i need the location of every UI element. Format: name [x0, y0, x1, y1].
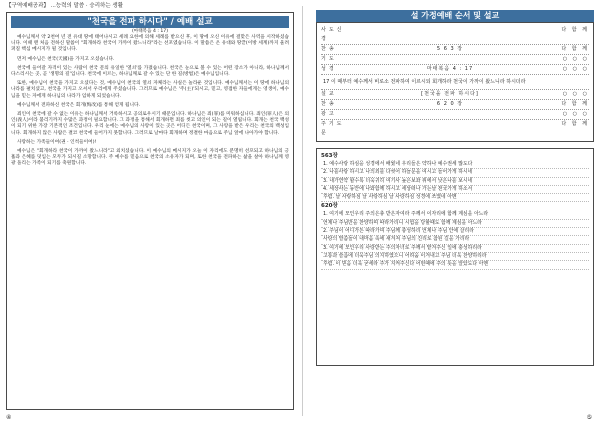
order-who: 다 함 께 — [561, 101, 589, 107]
hymn-verse: 3. 여기에 모인우리 사랑받는 주의자녀로 주께서 맡겨주신 일에 충성하리라 — [321, 245, 589, 253]
sermon-paragraph: 죄인이 천국에 갈 수 없는 이유는 하나님께서 거룩하시고 공의로우시기 때문입니다. 하나님은 죄(罪)를 미워하십니다. 죄인(罪人)은 의인(義人)이라 불리기까지 수많은 과정이 필요합니다. 그 과정을 통해서 회개하면 죄를 씻고 의인이 되는 길이 열립니다. 회개는 천국 백성이 되기 위한 가장 기본적인 조건입니다. 우리 눈에는 예수님의 사랑이 있는 곳은 어디든 천국이며, 그 사랑을 받은 우리는 천국의 백성입니다. 회개하지 않은 사람은 결코 천국에 들어가지 못합니다. 그러므로 날마다 회개하며 정결한 마음으로 주님 앞에 나아가야 합니다. — [11, 112, 289, 136]
order-row — [321, 55, 589, 65]
order-item: 광고 — [321, 111, 337, 117]
sermon-paragraph: 또한, 예수님이 천국을 가지고 오셨다는 것, 예수님이 천국의 열쇠 자체라는 사실은 놀라운 것입니다. 예수님께서는 이 땅에 하나님의 나라를 펼치셨고, 천국을 가지고 오셔서 우리에게 주셨습니다. 그러므로 예수님은 '주(主)'되시고, 믿고, 영접한 자들에게는 영생이, 예수님을 믿는 자에게 하나님의 나라가 임하게 되었습니다. — [11, 81, 291, 99]
scripture-verse: 17 이 때부터 예수께서 비로소 전파하여 이르시되 회개하라 천국이 가까이 왔느니라 하시더라 — [321, 75, 589, 90]
hymn-verse: 언제나 주님만을 찬양하며 따라가리니 시험을 당할때도 함께 계심을 아느라 — [321, 220, 589, 228]
worship-order-box — [316, 22, 594, 142]
order-item: 찬송 — [321, 101, 337, 107]
order-who: 다 함 께 — [561, 46, 589, 52]
hymn-verse: 4. 세상사는 동안에 나와함께 하시고 세상떠나 가는날 천국가게 하소서 — [321, 186, 589, 194]
order-row — [321, 110, 589, 120]
order-who: ○ ○ ○ — [562, 56, 589, 62]
page-number-left: ④ — [6, 414, 12, 421]
order-who: ○ ○ ○ — [562, 111, 589, 117]
hymn-verse: 사랑의 말씀들이 내마음 속에 새겨져 주님의 진리로 참된 길을 가리라 — [321, 236, 589, 244]
order-who: 다 함 께 — [561, 121, 589, 127]
hymn-verse: 2. 주님이 어디가든 따라가며 주님께 충성하리 언제나 주님 안에 살리라 — [321, 228, 589, 236]
order-content — [351, 110, 549, 119]
order-who: 다 함 께 — [561, 27, 589, 33]
order-content: 6 2 0 장 — [436, 101, 464, 107]
hymn-verse: 2. 나를사랑 하시고 나의죄를 다씻어 하늘문을 여시고 들어가게 하시네 — [321, 169, 589, 177]
order-row — [321, 120, 589, 138]
order-content: 마태복음 4 : 17 — [426, 66, 474, 72]
hymn-number: 620장 — [321, 203, 338, 210]
order-content — [351, 120, 549, 138]
order-item: 주기도문 — [321, 121, 345, 136]
page-divider — [302, 6, 303, 416]
order-item: 성경 — [321, 66, 337, 72]
hymn-verse: 후렴. 이 믿음 더욱 굳세라 주가 지켜주신다 어떤때에 주의 뜻을 알았도다 아멘 — [321, 261, 589, 269]
order-content: 5 6 3 장 — [436, 46, 464, 52]
order-who: ○ ○ ○ — [562, 66, 589, 72]
sermon-paragraph: 사랑하는 가족들이여(권 · 인척들이여)! — [17, 139, 97, 145]
sermon-box — [6, 12, 294, 410]
sermon-paragraph: 예수님은 "회개하라 천국이 가까이 왔느니라"고 외치셨습니다. 이 예수님의 메시지가 오늘 이 자리에도 분명히 선포되고 하나님의 긍휼과 은혜를 덧입는 모두가 되시길 소망합니다. 주 예수를 믿음으로 천국의 소유자가 되며, 또한 천국을 전파하는 삶을 살아 하나님께 영광 돌리는 가족이 되기를 축원합니다. — [11, 149, 289, 167]
hymn-verse: 1. 예수사랑 하심을 성경에서 배웠네 우리들은 약하나 예수권세 많도다 — [321, 161, 589, 169]
sermon-paragraph: 천국에 들어갈 자격이 있는 사람이 천국 문의 유일한 '열쇠'를 가졌습니다. 천국은 눈으로 볼 수 있는 어떤 장소가 아니라, 하나님께서 다스리시는 곳, 곧 '생명의 길'입니다. 천국에 이르는, 하나님께로 갈 수 있는 단 한 길(방법)은 예수님입니다. — [11, 65, 291, 78]
sermon-reference: (마태복음 4 : 17) — [131, 29, 169, 34]
order-who: ○ ○ ○ — [562, 91, 589, 97]
left-page-header: 【구역예배공과】 ...능력의 말씀 · 승리하는 생활 — [6, 3, 124, 9]
order-item: 찬송 — [321, 46, 337, 52]
order-content — [351, 26, 549, 44]
order-row — [321, 45, 589, 55]
sermon-paragraph: 예수님께서 약 2천여 년 전 유대 땅에 태어나시고 세례 요한에 의해 세례를 받으신 후, 이 땅에 오신 이유에 걸맞은 사역을 시작하셨습니다. 이때 맨 처음 전하신 말씀이 "회개하라 천국이 가까이 왔느니라"라는 선포였습니다. 이 말씀은 온 유대와 땅끝(이방 세계)까지 울려 퍼질 핵심 메시지가 될 것입니다. — [11, 35, 291, 53]
hymn-lyrics-box — [316, 148, 594, 366]
sermon-paragraph: 예수님께서 전파하신 천국은 회개(悔改)를 통해 얻게 됩니다. — [17, 102, 141, 108]
hymn-verse: 1. 여기에 모인우리 주의은총 받은자여라 주께서 이자리에 함께 계심을 아느라 — [321, 211, 589, 219]
right-page — [306, 0, 600, 424]
order-row — [321, 90, 589, 100]
sermon-title: "천국을 전파 하시다" / 예배 설교 — [11, 16, 289, 28]
hymn-number: 563장 — [321, 153, 338, 159]
order-item: 설교 — [321, 91, 337, 97]
page-number-right: ⑤ — [586, 414, 592, 421]
order-row — [321, 100, 589, 110]
order-row — [321, 26, 589, 45]
order-item: 사도신경 — [321, 27, 345, 42]
hymn-verse: 고통과 슬픔에 더욱주님 의지하였으니 어려움 이겨내고 주님 더욱 찬양하리라 — [321, 253, 589, 261]
hymn-verse: 후렴. 날 사랑하심 날 사랑하심 날 사랑하심 성경에 쓰였네 아멘 — [321, 194, 589, 202]
order-row — [321, 65, 589, 75]
order-content: [천국을 전파 하시다] — [421, 91, 479, 97]
order-title: 설 가정예배 순서 및 설교 — [316, 10, 594, 22]
sermon-paragraph: 먼저 예수님은 천국(天國)을 가지고 오셨습니다. — [17, 56, 115, 62]
order-content — [351, 55, 549, 64]
order-item: 기도 — [321, 56, 337, 62]
hymn-verse: 3. 내가연약 할수록 더욱귀히 여기사 높은보좌 위에서 낮은나를 보시네 — [321, 178, 589, 186]
